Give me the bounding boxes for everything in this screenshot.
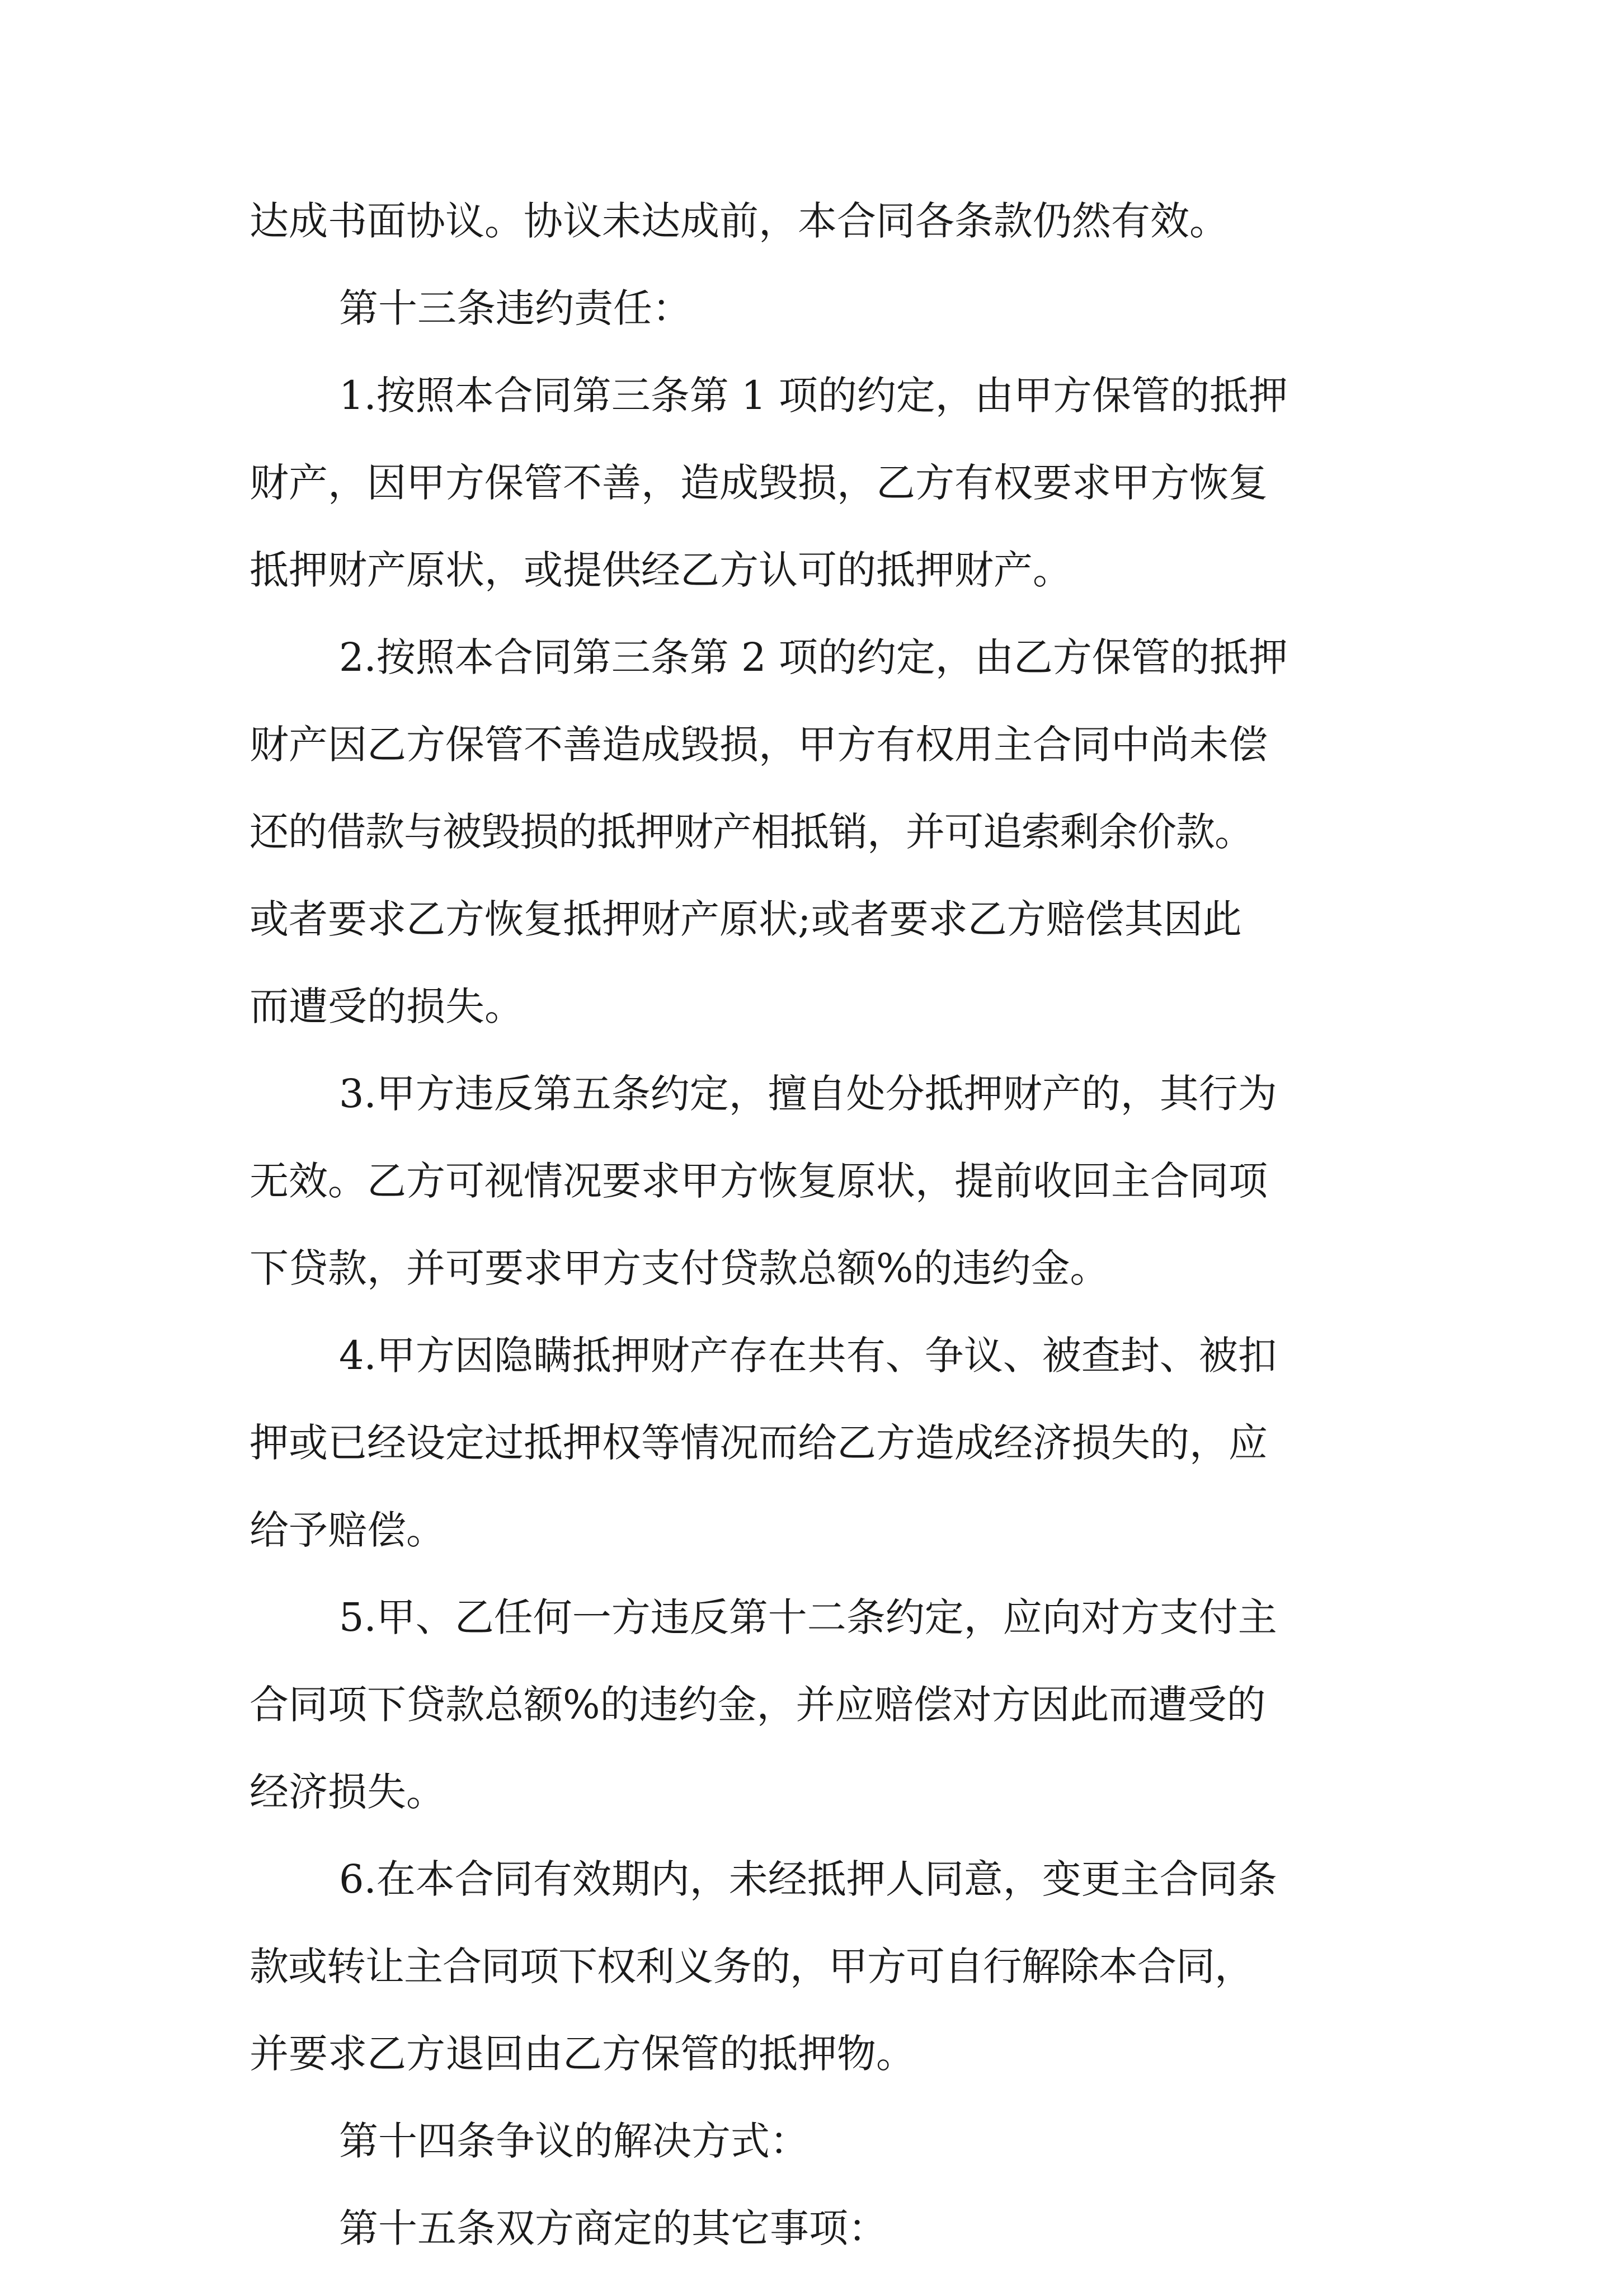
text-line: 或者要求乙方恢复抵押财产原状;或者要求乙方赔偿其因此 [250, 896, 1242, 942]
article-heading: 第十五条双方商定的其它事项： [339, 2205, 887, 2251]
text-line: 财产，因甲方保管不善，造成毁损，乙方有权要求甲方恢复 [250, 460, 1268, 506]
article-heading: 第十三条违约责任： [339, 285, 691, 331]
text-line: 无效。乙方可视情况要求甲方恢复原状，提前收回主合同项 [250, 1158, 1268, 1204]
clause-item: 6.在本合同有效期内，未经抵押人同意，变更主合同条 [339, 1856, 1277, 1902]
text-line: 经济损失。 [250, 1769, 445, 1815]
text-line: 款或转让主合同项下权利义务的，甲方可自行解除本合同， [250, 1944, 1253, 1989]
text-line: 而遭受的损失。 [250, 984, 524, 1029]
text-line: 还的借款与被毁损的抵押财产相抵销，并可追索剩余价款。 [250, 809, 1253, 855]
text-line: 押或已经设定过抵押权等情况而给乙方造成经济损失的，应 [250, 1420, 1268, 1466]
clause-item: 4.甲方因隐瞒抵押财产存在共有、争议、被查封、被扣 [339, 1333, 1277, 1378]
text-line: 并要求乙方退回由乙方保管的抵押物。 [250, 2031, 915, 2077]
text-line: 财产因乙方保管不善造成毁损，甲方有权用主合同中尚未偿 [250, 722, 1268, 768]
clause-item: 1.按照本合同第三条第 1 项的约定，由甲方保管的抵押 [339, 373, 1288, 418]
text-line: 合同项下贷款总额%的违约金，并应赔偿对方因此而遭受的 [250, 1682, 1266, 1728]
text-line: 给予赔偿。 [250, 1507, 445, 1553]
document-body [250, 198, 1385, 2296]
article-heading: 第十四条争议的解决方式： [339, 2118, 809, 2164]
text-line: 抵押财产原状，或提供经乙方认可的抵押财产。 [250, 547, 1072, 593]
text-line: 下贷款，并可要求甲方支付贷款总额%的违约金。 [250, 1245, 1109, 1291]
clause-item: 5.甲、乙任何一方违反第十二条约定，应向对方支付主 [339, 1594, 1277, 1640]
clause-item: 3.甲方违反第五条约定，擅自处分抵押财产的，其行为 [339, 1071, 1277, 1117]
text-line: 达成书面协议。协议未达成前，本合同各条款仍然有效。 [250, 198, 1229, 244]
clause-item: 2.按照本合同第三条第 2 项的约定，由乙方保管的抵押 [339, 634, 1288, 680]
